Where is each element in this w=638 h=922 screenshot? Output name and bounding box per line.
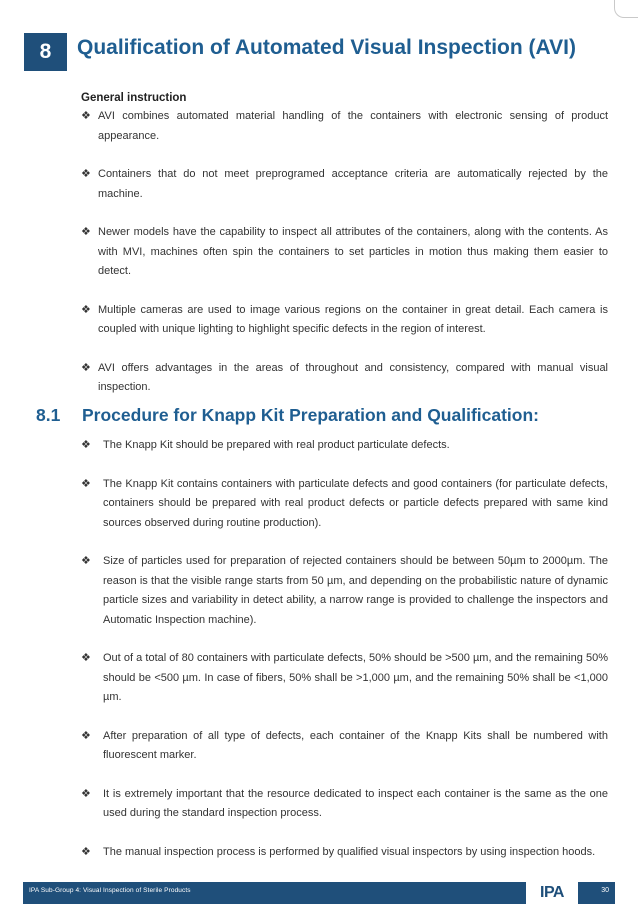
- ipa-logo-text: IPA: [540, 884, 564, 901]
- subsection-title: Procedure for Knapp Kit Preparation and Qualification:: [82, 405, 539, 425]
- diamond-bullet-icon: ❖: [81, 439, 91, 451]
- page-corner-decoration: [614, 0, 638, 18]
- footer-text: IPA Sub-Group 4: Visual Inspection of Sterile Products: [29, 887, 191, 894]
- list-item-text: Multiple cameras are used to image various regions on the container in great detail. Each camera is coupled with unique lighting to highlight specific defects in the region of interest.: [98, 303, 608, 335]
- list-item-text: The manual inspection process is performed by qualified visual inspectors by using inspection hoods.: [103, 845, 596, 858]
- diamond-bullet-icon: ❖: [81, 787, 91, 800]
- section-title: Qualification of Automated Visual Inspection (AVI): [77, 36, 576, 59]
- page-number: 30: [601, 887, 609, 894]
- subsection-number: 8.1: [36, 405, 61, 425]
- diamond-bullet-icon: ❖: [81, 555, 91, 567]
- diamond-bullet-icon: ❖: [81, 845, 91, 858]
- list-item-text: AVI combines automated material handling of the containers with electronic sensing of product appearance.: [98, 110, 608, 142]
- diamond-bullet-icon: ❖: [81, 110, 91, 122]
- list-item: [81, 843, 608, 863]
- list-item-text: Newer models have the capability to inspect all attributes of the containers, along with the contents. As with MVI, machines often spin the containers to set particles in motion thus making them easier to detect.: [98, 226, 608, 277]
- list-item: [81, 359, 608, 398]
- diamond-bullet-icon: ❖: [81, 477, 91, 490]
- list-item: [81, 436, 608, 456]
- list-item-text: Containers that do not meet preprogramed acceptance criteria are automatically rejected by the machine.: [98, 168, 608, 200]
- subsection-body: [81, 436, 608, 862]
- diamond-bullet-icon: ❖: [81, 226, 91, 238]
- list-item: [81, 785, 608, 824]
- list-item: [81, 649, 608, 708]
- instruction-heading: General instruction: [81, 92, 187, 104]
- list-item-text: The Knapp Kit contains containers with particulate defects and good containers (for particulate defects, containers should be prepared with real product defects or particle defects prepared with same kind sources observed during routine production).: [103, 477, 608, 529]
- list-item: [81, 107, 608, 146]
- list-item-text: AVI offers advantages in the areas of throughout and consistency, compared with manual visual inspection.: [98, 361, 608, 393]
- diamond-bullet-icon: ❖: [81, 361, 91, 374]
- list-item: [81, 727, 608, 766]
- list-item-text: Out of a total of 80 containers with particulate defects, 50% should be >500 µm, and the remaining 50% should be <500 µm. In case of fibers, 50% shall be >1,000 µm, and the remaining 50% shall be <1,000 µm.: [103, 652, 608, 703]
- diamond-bullet-icon: ❖: [81, 729, 91, 742]
- list-item-text: The Knapp Kit should be prepared with real product particulate defects.: [103, 439, 450, 451]
- list-item: [81, 301, 608, 340]
- page-footer: [23, 882, 615, 904]
- diamond-bullet-icon: ❖: [81, 652, 91, 664]
- list-item: [81, 223, 608, 282]
- list-item-text: After preparation of all type of defects, each container of the Knapp Kits shall be numbered with fluorescent marker.: [103, 729, 608, 761]
- ipa-logo: [526, 882, 578, 904]
- list-item: [81, 552, 608, 630]
- list-item-text: Size of particles used for preparation of rejected containers should be between 50µm to 2000µm. The reason is that the visible range starts from 50 µm, and depending on the probabilistic nature of dynamic particle sizes and variability in detect ability, a narrow range is provided to challenge the inspectors and Automatic Inspection machine).: [103, 555, 608, 626]
- list-item: [81, 475, 608, 534]
- section-body: [81, 90, 608, 398]
- section-number-badge: 8: [24, 33, 67, 71]
- list-item: [81, 165, 608, 204]
- diamond-bullet-icon: ❖: [81, 303, 91, 316]
- list-item-text: It is extremely important that the resource dedicated to inspect each container is the same as the one used during the standard inspection process.: [103, 787, 608, 819]
- diamond-bullet-icon: ❖: [81, 168, 91, 180]
